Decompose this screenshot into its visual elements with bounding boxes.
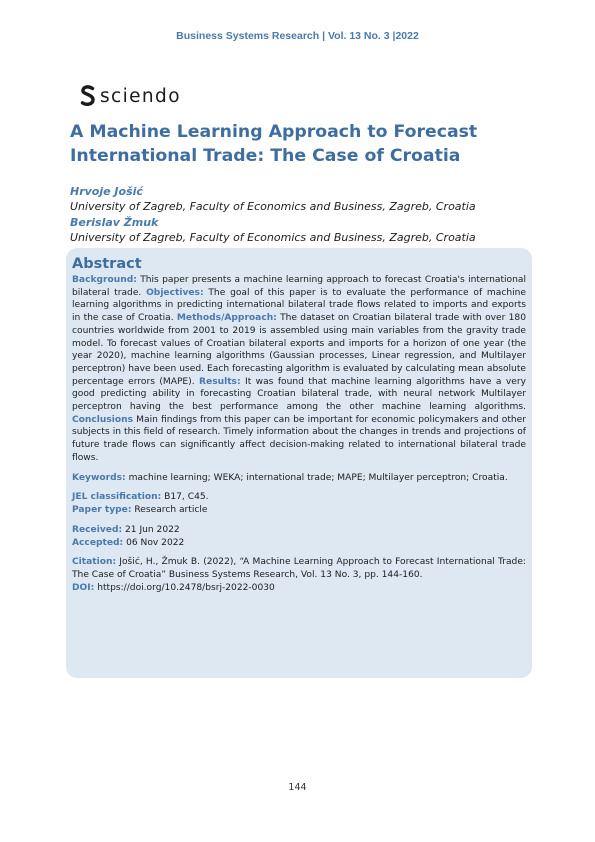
paper-type — [72, 504, 526, 517]
citation-label: Citation: — [72, 557, 117, 568]
conclusions-text: Main findings from this paper can be important for economic policymakers and other subjects in this field of research. Timely information about the changes in trends and projections of future trade flows can significantly affect decision-making related to international bilateral trade flows. — [72, 414, 526, 463]
abstract-body — [72, 274, 526, 465]
methods-text: The dataset on Croatian bilateral trade with over 180 countries worldwide from 2001 to 2019 is assembled using main variables from the gravity trade model. To forecast values of Croatian bilateral exports and imports for a horizon of one year (the year 2020), machine learning algorithms (Gaussian processes, Linear regression, and Multilayer perceptron) have been used. Each forecasting algorithm is evaluated by calculating mean absolute percentage errors (MAPE). — [72, 313, 526, 387]
keywords-label: Keywords: — [72, 472, 126, 483]
background-text: This paper presents a machine learning approach to forecast Croatia's international bilateral trade. — [72, 275, 526, 298]
abstract-heading: Abstract — [72, 256, 142, 272]
conclusions-label: Conclusions — [72, 414, 134, 425]
accepted-label: Accepted: — [72, 537, 124, 548]
received-text: 21 Jun 2022 — [122, 524, 180, 535]
citation-text: Jošić, H., Žmuk B. (2022), “A Machine Learning Approach to Forecast International Trade: The Case of Croatia” Business Systems Research, Vol. 13 No. 3, pp. 144-160. — [72, 557, 526, 581]
received-date — [72, 524, 526, 537]
accepted-text: 06 Nov 2022 — [123, 537, 185, 548]
journal-header: Business Systems Research | Vol. 13 No. 3 |2022 — [176, 30, 419, 42]
classification-block — [72, 491, 526, 517]
paper-title: A Machine Learning Approach to Forecast International Trade: The Case of Croatia — [70, 122, 478, 166]
objectives-label: Objectives: — [146, 287, 204, 298]
received-label: Received: — [72, 524, 123, 535]
sciendo-logo — [80, 82, 181, 110]
results-label: Results: — [199, 376, 241, 387]
paper-type-text: Research article — [131, 505, 208, 516]
objectives-text: The goal of this paper is to evaluate the performance of machine learning algorithms in predicting international bilateral trade flows related to imports and exports in the case of Croatia. — [72, 287, 526, 324]
author-name: Hrvoje Jošić — [70, 185, 143, 198]
author-name: Berislav Žmuk — [70, 215, 159, 229]
doi-label: DOI: — [72, 582, 95, 593]
dates-block — [72, 524, 526, 550]
page-number: 144 — [288, 782, 307, 793]
keywords — [72, 472, 526, 485]
paper-type-label: Paper type: — [72, 505, 132, 516]
logo-text: sciendo — [100, 85, 181, 107]
author-affiliation: University of Zagreb, Faculty of Economics and Business, Zagreb, Croatia — [70, 231, 476, 245]
citation — [72, 556, 526, 594]
doi-link[interactable]: https://doi.org/10.2478/bsrj-2022-0030 — [94, 582, 275, 593]
abstract-box — [66, 248, 532, 678]
methods-label: Methods/Approach: — [176, 313, 277, 324]
accepted-date — [72, 537, 526, 550]
jel-text: B17, C45. — [161, 492, 209, 503]
results-text: It was found that machine learning algorithms have a very good predicting ability in forecasting Croatian bilateral trade, with neural network Multilayer perceptron having the best performance among the other machine learning algorithms. — [72, 376, 526, 413]
background-label: Background: — [72, 275, 137, 285]
author-list — [70, 184, 540, 246]
sciendo-s-logo-icon — [80, 84, 96, 108]
jel-label: JEL classification: — [72, 492, 162, 503]
author-affiliation: University of Zagreb, Faculty of Economics and Business, Zagreb, Croatia — [70, 200, 476, 214]
jel-classification — [72, 491, 526, 504]
keywords-text: machine learning; WEKA; international trade; MAPE; Multilayer perceptron; Croatia. — [125, 472, 508, 483]
